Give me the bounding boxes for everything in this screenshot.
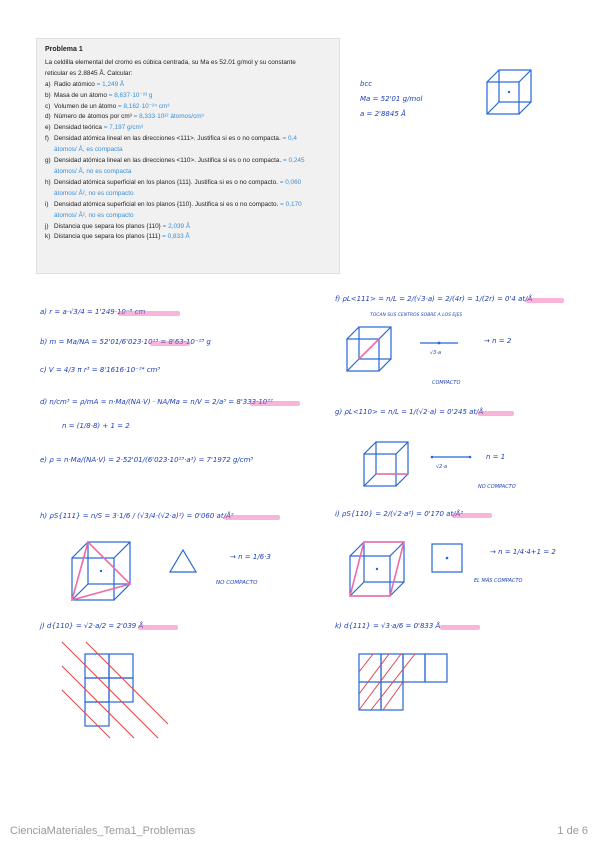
problem-intro-line: reticular es 2.8845 Å. Calcular: [45,69,133,77]
hand-header-a: a = 2'8845 Å [360,110,406,118]
hand-a: a) r = a·√3/4 = 1'249·10⁻⁸ cm [40,308,146,316]
hand-g2: √2·a [436,464,448,470]
problem-item-letter: c) [45,102,51,110]
problem-item-answer-continued: átomos/ Å², no es compacto [54,189,134,197]
highlight-d [250,401,300,406]
problem-item-answer: = 0,245 [283,157,305,165]
planes-110-diagram [60,640,170,740]
problem-item-answer: = 8,333·10²² átomos/cm³ [133,113,204,121]
problem-item [45,134,331,145]
hand-f3: √3·a [430,350,442,356]
problem-item-answer-continued: átomos/ Å², no es compacto [54,211,134,219]
planes-111-diagram [355,650,455,720]
problem-item-answer: = 0,170 [280,200,302,208]
problem-item-text: Radio atómico [54,80,95,88]
segment-111-diagram [418,338,460,348]
hand-d2: n = (1/8·8) + 1 = 2 [62,422,130,430]
problem-item-letter: h) [45,178,51,186]
problem-statement [36,38,340,274]
problem-item-answer-continued: átomos/ Å, no es compacta [54,167,132,175]
hand-e: e) ρ = n·Ma/(NA·V) = 2·52'01/(6'023·10²³·a³) = 7'1972 g/cm³ [40,456,254,464]
problem-item-text: Densidad atómica lineal en las direcciones <110>. Justifica si es o no compacta. [54,157,282,165]
hand-header-bcc: bcc [360,80,373,88]
problem-item-letter: i) [45,200,49,208]
problem-item-letter: b) [45,91,51,99]
hand-k: k) d{111} = √3·a/6 = 0'833 Å [335,622,441,630]
problem-item-letter: j) [45,222,49,230]
hand-g3: n = 1 [486,453,506,461]
problem-item-letter: f) [45,135,49,143]
problem-item [45,123,331,134]
highlight-g [478,411,514,416]
problem-item-text: Distancia que separa los planos {110} [54,222,161,230]
hand-g1: g) ρL<110> = n/L = 1/(√2·a) = 0'245 at/Å [335,408,484,416]
hand-j: j) d{110} = √2·a/2 = 2'039 Å [40,622,144,630]
problem-items [45,80,331,244]
highlight-k [440,625,480,630]
problem-item-text: Densidad atómica superficial en los planos {110}. Justifica si es o no compacto. [54,200,279,208]
segment-110-diagram [430,452,472,462]
cube-direction-110-diagram [362,440,412,490]
problem-item-letter: g) [45,157,51,165]
highlight-b [150,341,190,346]
hand-h2: → n = 1/6·3 [230,553,271,561]
problem-item-answer: = 0,060 [279,178,302,186]
hand-h1: h) ρS{111} = n/S = 3·1/6 / (√3/4·(√2·a)²) = 0'060 at/Å² [40,512,234,520]
square-110-diagram [430,542,464,574]
problem-item [45,156,331,167]
cube-plane-110-diagram [348,540,408,600]
problem-item-answer: = 1,249 Å [96,80,125,88]
hand-f5: COMPACTO [432,380,461,386]
problem-item [45,232,331,243]
problem-item [45,112,331,123]
hand-g4: NO COMPACTO [478,484,516,490]
hand-i1: i) ρS{110} = 2/(√2·a²) = 0'170 at/Å² [335,510,464,518]
bcc-cube-diagram [485,68,535,118]
highlight-f [526,298,564,303]
problem-item-answer: = 8,162·10⁻²⁴ cm³ [117,102,170,110]
problem-intro-line: La celdilla elemental del cromo es cúbica centrada, su Ma es 52.01 g/mol y su constante [45,58,296,66]
problem-item-answer: = 0,833 Å [162,233,190,241]
problem-item [45,178,331,189]
problem-item [45,222,331,233]
hand-f2: TOCAN SUS CENTROS SOBRE A LOS EJES [370,313,463,318]
problem-item-letter: d) [45,113,51,121]
problem-item-text: Densidad teórica [54,124,102,132]
problem-item-letter: e) [45,124,51,132]
hand-h3: NO COMPACTO [216,580,258,586]
problem-item-text: Densidad atómica lineal en las direcciones <111>. Justifica si es o no compacta. [54,135,281,143]
hand-b: b) m = Ma/NA = 52'01/6'023·10²³ = 8'63·10⁻²³ g [40,338,211,346]
problem-title: Problema 1 [45,46,83,53]
triangle-diagram [168,548,198,574]
problem-item-letter: a) [45,80,51,88]
problem-item [45,80,331,91]
problem-item-answer: = 7,197 g/cm³ [103,124,144,132]
cube-plane-111-diagram [70,540,135,605]
problem-item-text: Distancia que separa los planos {111} [54,233,161,241]
footer-filename: CienciaMateriales_Tema1_Problemas [10,825,196,837]
highlight-a [118,311,180,316]
problem-item [45,91,331,102]
problem-item-answer: = 8,637·10⁻²³ g [108,91,153,99]
problem-item-answer: = 2,039 Å [162,222,191,230]
problem-item-text: Volumen de un átomo [54,102,117,110]
problem-item-letter: k) [45,233,51,241]
hand-i3: EL MÁS COMPACTO [474,578,523,584]
hand-i2: → n = 1/4·4+1 = 2 [490,548,556,556]
cube-direction-111-diagram [345,325,395,375]
problem-item-text: Densidad atómica superficial en los planos {111}. Justifica si es o no compacto. [54,178,278,186]
hand-f4: → n = 2 [484,337,512,345]
problem-item-text: Número de átomos por cm³ [54,113,132,121]
highlight-h [224,515,280,520]
problem-item [45,200,331,211]
problem-item [45,102,331,113]
footer-page-number: 1 de 6 [557,825,588,837]
hand-d1: d) n/cm³ = ρ/mA = n·Ma/(NA·V) · NA/Ma = n/V = 2/a³ = 8'333·10²² [40,398,273,406]
highlight-j [138,625,178,630]
highlight-i [452,513,492,518]
problem-item-text: Masa de un átomo [54,91,107,99]
hand-header-ma: Ma = 52'01 g/mol [360,95,423,103]
problem-item-answer: = 0,4 [282,135,297,143]
problem-item-answer-continued: átomos/ Å, es compacta [54,146,123,154]
hand-f1: f) ρL<111> = n/L = 2/(√3·a) = 2/(4r) = 1/(2r) = 0'4 at/Å [335,295,533,303]
hand-c: c) V = 4/3 π r³ = 8'1616·10⁻²⁴ cm³ [40,366,161,374]
